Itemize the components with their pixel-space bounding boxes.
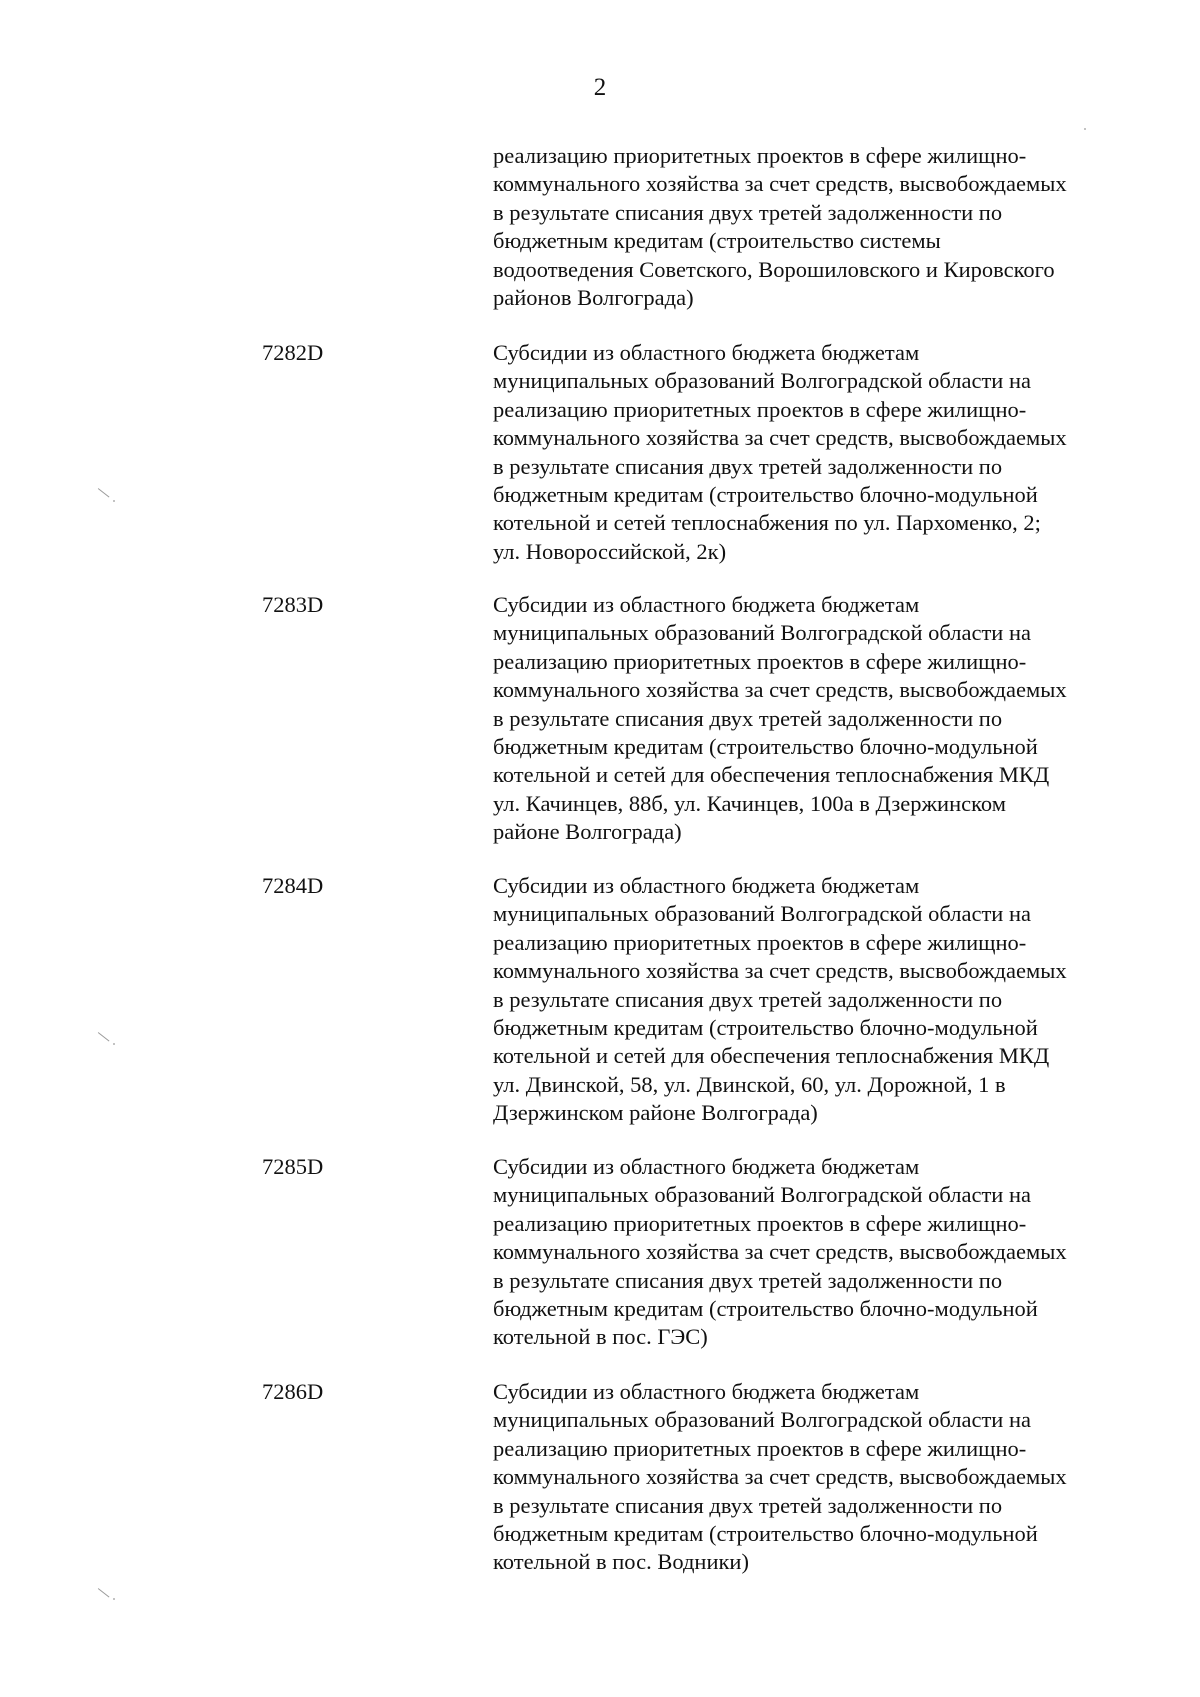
text-line: котельной в пос. Водники) — [493, 1549, 749, 1575]
text-line: в результате списания двух третей задолженности по — [493, 986, 1003, 1012]
text-line: водоотведения Советского, Ворошиловского и Кировского — [493, 256, 1055, 282]
scan-dot — [113, 1598, 115, 1600]
text-line: в результате списания двух третей задолженности по — [493, 1492, 1003, 1518]
text-line: в результате списания двух третей задолженности по — [493, 705, 1003, 731]
text-line: бюджетным кредитам (строительство блочно-модульной — [493, 1296, 1038, 1322]
text-line: Дзержинском районе Волгограда) — [493, 1100, 818, 1126]
entry-description — [493, 1153, 1133, 1352]
text-line: реализацию приоритетных проектов в сфере жилищно- — [493, 648, 1027, 674]
scan-speck — [98, 488, 110, 498]
text-line: районов Волгограда) — [493, 285, 694, 311]
text-line: муниципальных образований Волгоградской области на — [493, 620, 1031, 646]
entry-description — [493, 339, 1133, 566]
text-line: ул. Новороссийской, 2к) — [493, 538, 727, 564]
entry-code: 7282D — [262, 340, 324, 365]
text-line: коммунального хозяйства за счет средств, высвобождаемых — [493, 677, 1067, 703]
text-line: в результате списания двух третей задолженности по — [493, 453, 1003, 479]
text-line: реализацию приоритетных проектов в сфере жилищно- — [493, 143, 1027, 168]
entry-description — [493, 142, 1133, 312]
scan-dot — [113, 500, 115, 502]
text-line: коммунального хозяйства за счет средств, высвобождаемых — [493, 1239, 1067, 1265]
entry-code: 7285D — [262, 1154, 324, 1179]
text-line: котельной и сетей теплоснабжения по ул. Пархоменко, 2; — [493, 510, 1041, 536]
entry-code: 7284D — [262, 873, 324, 898]
text-line: в результате списания двух третей задолженности по — [493, 199, 1003, 225]
text-line: коммунального хозяйства за счет средств, высвобождаемых — [493, 425, 1067, 451]
text-line: реализацию приоритетных проектов в сфере жилищно- — [493, 1210, 1027, 1236]
text-line: муниципальных образований Волгоградской области на — [493, 1182, 1031, 1208]
text-line: Субсидии из областного бюджета бюджетам — [493, 873, 920, 898]
text-line: Субсидии из областного бюджета бюджетам — [493, 1379, 920, 1404]
text-line: реализацию приоритетных проектов в сфере жилищно- — [493, 929, 1027, 955]
text-line: коммунального хозяйства за счет средств, высвобождаемых — [493, 1464, 1067, 1490]
text-line: в результате списания двух третей задолженности по — [493, 1267, 1003, 1293]
entry-code: 7283D — [262, 592, 324, 617]
text-line: котельной в пос. ГЭС) — [493, 1324, 708, 1350]
scan-speck — [98, 1032, 110, 1042]
text-line: ул. Двинской, 58, ул. Двинской, 60, ул. Дорожной, 1 в — [493, 1071, 1006, 1097]
text-line: районе Волгограда) — [493, 819, 682, 845]
entry-description — [493, 1378, 1133, 1577]
text-line: Субсидии из областного бюджета бюджетам — [493, 340, 920, 365]
text-line: реализацию приоритетных проектов в сфере жилищно- — [493, 396, 1027, 422]
scan-speck — [98, 1588, 110, 1598]
text-line: бюджетным кредитам (строительство блочно-модульной — [493, 482, 1038, 508]
entry-description — [493, 872, 1133, 1128]
text-line: бюджетным кредитам (строительство блочно-модульной — [493, 734, 1038, 760]
text-line: котельной и сетей для обеспечения теплоснабжения МКД — [493, 1043, 1050, 1069]
text-line: Субсидии из областного бюджета бюджетам — [493, 1154, 920, 1179]
entry-code: 7286D — [262, 1379, 324, 1404]
scan-dot — [113, 1043, 115, 1045]
text-line: муниципальных образований Волгоградской области на — [493, 368, 1031, 394]
text-line: муниципальных образований Волгоградской области на — [493, 901, 1031, 927]
text-line: реализацию приоритетных проектов в сфере жилищно- — [493, 1435, 1027, 1461]
entry-description — [493, 591, 1133, 847]
text-line: бюджетным кредитам (строительство блочно-модульной — [493, 1521, 1038, 1547]
text-line: котельной и сетей для обеспечения теплоснабжения МКД — [493, 762, 1050, 788]
text-line: коммунального хозяйства за счет средств, высвобождаемых — [493, 958, 1067, 984]
text-line: бюджетным кредитам (строительство системы — [493, 228, 941, 254]
text-line: ул. Качинцев, 88б, ул. Качинцев, 100а в Дзержинском — [493, 790, 1006, 816]
text-line: Субсидии из областного бюджета бюджетам — [493, 592, 920, 617]
text-line: коммунального хозяйства за счет средств, высвобождаемых — [493, 171, 1067, 197]
scan-dot — [1084, 128, 1086, 130]
page-number: 2 — [593, 74, 607, 101]
text-line: муниципальных образований Волгоградской области на — [493, 1407, 1031, 1433]
text-line: бюджетным кредитам (строительство блочно-модульной — [493, 1015, 1038, 1041]
